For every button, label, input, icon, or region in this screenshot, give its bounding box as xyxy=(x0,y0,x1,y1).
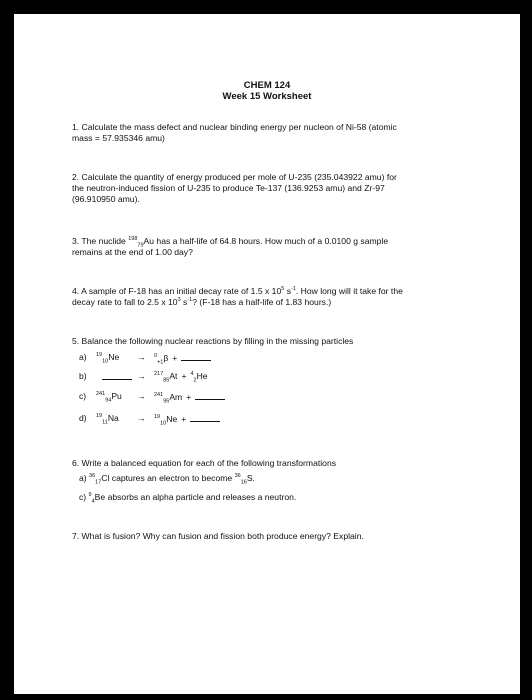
q6a: a) $^{36}_{17}$Cl captures an electron to become $^{36}_{16}$S. xyxy=(79,473,255,486)
worksheet-page xyxy=(14,14,520,694)
q5b-reactant xyxy=(102,371,132,383)
q5d-blank xyxy=(190,413,220,422)
question-4 xyxy=(72,286,472,308)
q5a-reactant: $^{19}_{10}$Ne xyxy=(96,352,120,365)
question-1 xyxy=(72,122,472,144)
q5c-reactant: $^{241}_{94}$Pu xyxy=(96,391,122,404)
q5a-label: a) xyxy=(79,352,87,362)
course-title: CHEM 124 xyxy=(243,80,291,91)
q2-line-1: 2. Calculate the quantity of energy produced per mole of U-235 (235.043922 amu) for xyxy=(72,172,397,182)
q1-line-2: mass = 57.935346 amu) xyxy=(72,133,165,143)
q2-line-3: (96.910950 amu). xyxy=(72,194,140,204)
question-6-prompt: 6. Write a balanced equation for each of the following transformations xyxy=(72,458,337,468)
worksheet-title: Week 15 Worksheet xyxy=(222,91,312,102)
q3-line-2: remains at the end of 1.00 day? xyxy=(72,247,193,257)
q5a-blank xyxy=(181,352,211,361)
question-5-prompt: 5. Balance the following nuclear reactions by filling in the missing particles xyxy=(72,336,354,346)
q3-line-1: 3. The nuclide $^{198}_{79}$Au has a half-life of 64.8 hours. How much of a 0.0100 g sample xyxy=(72,236,389,249)
q5a-products: $^0_{+1}$β + xyxy=(154,352,211,364)
question-7: 7. What is fusion? Why can fusion and fission both produce energy? Explain. xyxy=(72,531,364,541)
q5b-blank xyxy=(102,371,132,380)
q5c-blank xyxy=(195,391,225,400)
q5d-products: $^{19}_{10}$Ne + xyxy=(154,413,220,425)
question-2 xyxy=(72,172,472,205)
q1-line-1: 1. Calculate the mass defect and nuclear binding energy per nucleon of Ni-58 (atomic xyxy=(72,122,397,132)
q5a-arrow: → xyxy=(137,352,146,362)
q4-line-2: decay rate to fall to 2.5 x $10^3$ $s^{-1}$? (F-18 has a half-life of 1.83 hours.) xyxy=(72,297,332,307)
q5c-arrow: → xyxy=(137,391,146,401)
q5b-label: b) xyxy=(79,371,87,381)
q5c-label: c) xyxy=(79,391,87,401)
question-3 xyxy=(72,236,472,258)
q5c-products: $^{241}_{95}$Am + xyxy=(154,391,225,403)
q5b-products: $^{217}_{85}$At + $^4_2$He xyxy=(154,371,208,384)
q5d-arrow: → xyxy=(137,413,146,423)
q5b-arrow: → xyxy=(137,371,146,381)
q6c: c) $^9_4$Be absorbs an alpha particle and releases a neutron. xyxy=(79,492,297,505)
q2-line-2: the neutron-induced fission of U-235 to produce Te-137 (136.9253 amu) and Zr-97 xyxy=(72,183,385,193)
q5d-reactant: $^{19}_{11}$Na xyxy=(96,413,119,426)
q4-line-1: 4. A sample of F-18 has an initial decay rate of 1.5 x $10^5$ $s^{-1}$. How long will it take for the xyxy=(72,286,403,296)
q5d-label: d) xyxy=(79,413,87,423)
